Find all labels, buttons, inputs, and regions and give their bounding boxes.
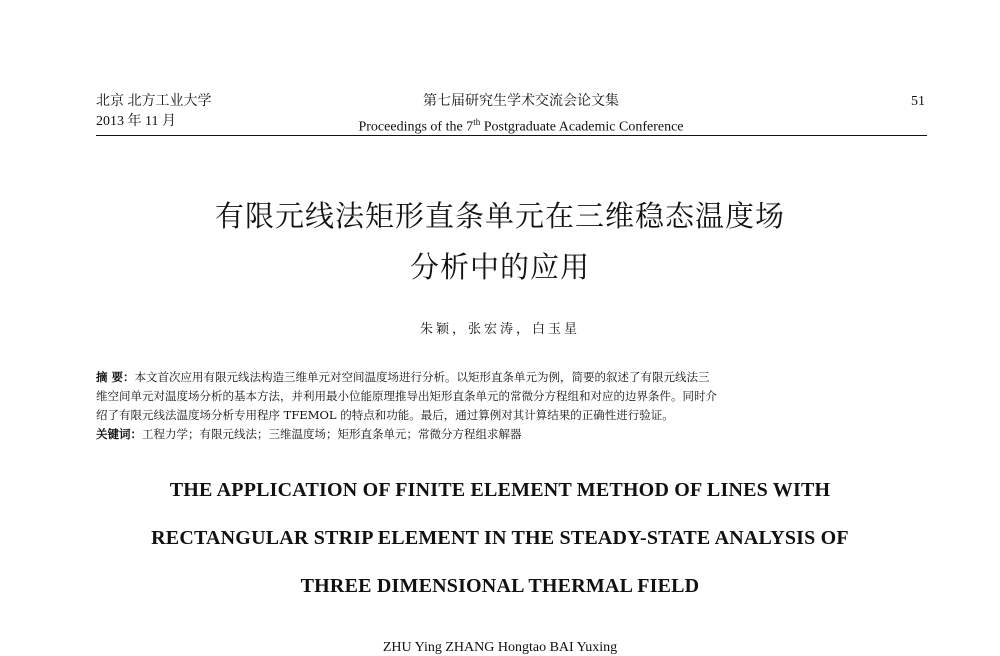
abstract-label: 摘 要： bbox=[96, 370, 135, 384]
abstract-text-1: 本文首次应用有限元线法构造三维单元对空间温度场进行分析。以矩形直条单元为例，简要的叙述了有限元线法三 bbox=[134, 370, 710, 384]
title-en-line2: RECTANGULAR STRIP ELEMENT IN THE STEADY-STATE ANALYSIS OF bbox=[151, 527, 849, 549]
header-proceedings-sup: th bbox=[473, 117, 481, 127]
header-proceedings-prefix: Proceedings of the 7 bbox=[358, 119, 474, 135]
title-en-line3: THREE DIMENSIONAL THERMAL FIELD bbox=[300, 575, 700, 597]
page-number: 51 bbox=[911, 94, 925, 109]
abstract-line3: 绍了有限元线法温度场分析专用程序 TFEMOL 的特点和功能。最后，通过算例对其计算结果的正确性进行验证。 bbox=[96, 408, 674, 422]
authors-cn: 朱颖，张宏涛，白玉星 bbox=[419, 322, 580, 337]
header-date: 2013 年 11 月 bbox=[96, 114, 176, 129]
header-affiliation: 北京 北方工业大学 bbox=[96, 94, 212, 109]
header-proceedings-en bbox=[316, 113, 726, 137]
abstract-line1 bbox=[96, 368, 896, 387]
title-en-line1: THE APPLICATION OF FINITE ELEMENT METHOD OF LINES WITH bbox=[169, 479, 831, 501]
authors-en: ZHU Ying ZHANG Hongtao BAI Yuxing bbox=[382, 640, 618, 655]
abstract bbox=[96, 368, 896, 444]
keywords-line bbox=[96, 425, 896, 444]
header-proceedings-cn: 第七届研究生学术交流会论文集 bbox=[423, 94, 619, 109]
keywords-label: 关键词： bbox=[96, 427, 142, 441]
title-cn-line1: 有限元线法矩形直条单元在三维稳态温度场 bbox=[214, 199, 785, 233]
header-rule bbox=[96, 135, 927, 136]
keywords-text: 工程力学；有限元线法；三维温度场；矩形直条单元；常微分方程组求解器 bbox=[142, 427, 522, 441]
title-cn-line2: 分析中的应用 bbox=[409, 250, 590, 284]
header-proceedings-suffix: Postgraduate Academic Conference bbox=[480, 119, 684, 135]
abstract-line2: 维空间单元对温度场分析的基本方法，并利用最小位能原理推导出矩形直条单元的常微分方程组和对应的边界条件。同时介 bbox=[96, 389, 717, 403]
